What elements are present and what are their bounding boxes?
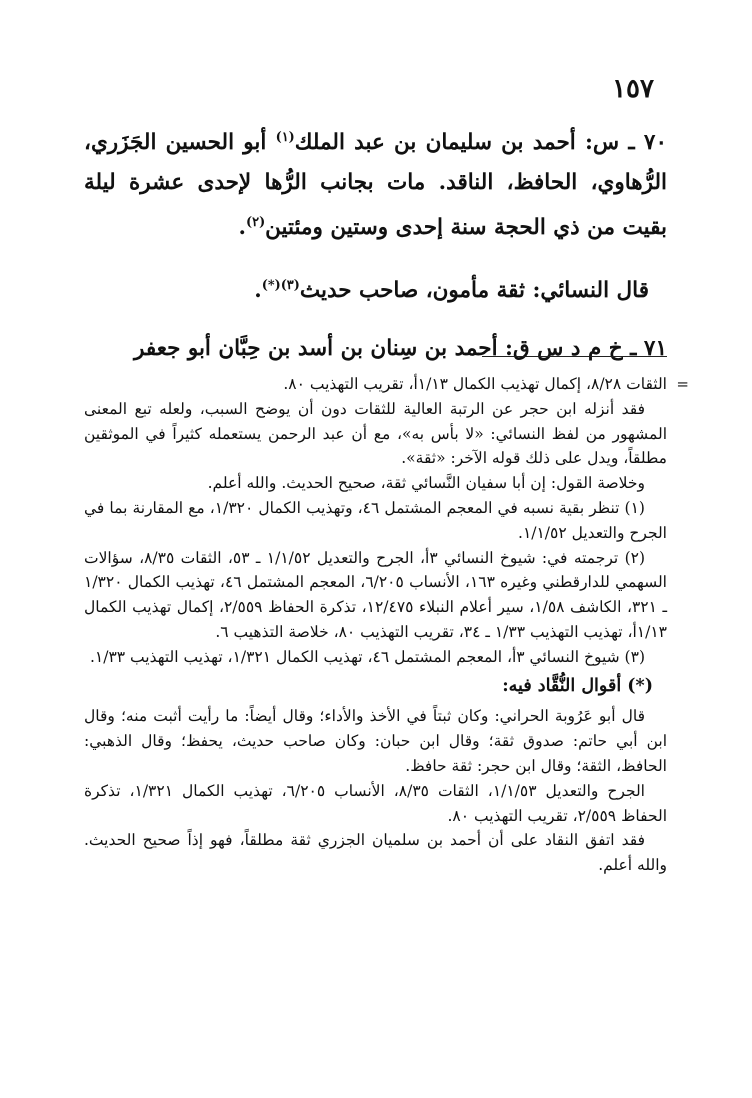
critics-sources: الجرح والتعديل ١/١/٥٣، الثقات ٨/٣٥، الأنساب ٦/٢٠٥، تهذيب الكمال ١/٣٢١، تذكرة الحفاظ ٢/٥٥٩، تقريب التهذيب ٨٠. bbox=[84, 781, 667, 825]
entry-70-body: أبو الحسين الجَزَري، الرُّهاوي، الحافظ، الناقد. مات بجانب الرُّها لإحدى عشرة ليلة بقيت من ذي الحجة سنة إحدى وستين ومئتين bbox=[84, 130, 667, 241]
footnote-2: (٢) ترجمته في: شيوخ النسائي ٣أ، الجرح والتعديل ١/١/٥٢ ـ ٥٣، الثقات ٨/٣٥، سؤالات السهمي للدارقطني وغيره ١٦٣، الأنساب ٦/٢٠٥، المعجم المشتمل ٤٦، تهذيب الكمال ١/٣٢٠ ـ ٣٢١، الكاشف ١/٥٨، سير أعلام النبلاء ١٢/٤٧٥، تذكرة الحفاظ ٢/٥٥٩، إكمال تهذيب الكمال ١/١٣أ، تهذيب التهذيب ١/٣٣ ـ ٣٤، تقريب التهذيب ٨٠، خلاصة التذهيب ٦. bbox=[84, 548, 668, 641]
footnote-divider bbox=[482, 356, 667, 357]
nasai-quote bbox=[84, 266, 667, 311]
footnote-ref-2: (٢) bbox=[246, 215, 266, 231]
footnotes bbox=[84, 372, 689, 878]
critics-conclusion: فقد اتفق النقاد على أن أحمد بن سلميان الجزري ثقة مطلقاً، فهو إذاً صحيح الحديث. والله أعلم. bbox=[84, 831, 667, 875]
footnote-3: (٣) شيوخ النسائي ٣أ، المعجم المشتمل ٤٦، تهذيب الكمال ١/٣٢١، تهذيب التهذيب ١/٣٣. bbox=[89, 647, 645, 666]
note-continuation-comment: فقد أنزله ابن حجر عن الرتبة العالية للثقات دون أن يوضح السبب، ولعله تبع المعنى المشهور من لفظ النسائي: «لا بأس به»، مع أن عبد الرحمن يستعمله كثيراً في الموثقين مطلقاً، ويدل على ذلك قوله الآخر: «ثقة». bbox=[84, 399, 667, 468]
note-continuation-summary: وخلاصة القول: إن أبا سفيان النَّسائي ثقة، صحيح الحديث. والله أعلم. bbox=[207, 474, 645, 493]
entry-70 bbox=[84, 118, 667, 248]
main-text bbox=[84, 118, 667, 369]
note-continuation-refs: الثقات ٨/٢٨، إكمال تهذيب الكمال ١/١٣أ، تقريب التهذيب ٨٠. bbox=[283, 375, 667, 393]
footnote-ref-1: (١) bbox=[275, 130, 295, 145]
note-continuation bbox=[84, 372, 689, 397]
continuation-mark: = bbox=[676, 375, 689, 393]
nasai-quote-end: . bbox=[254, 278, 262, 304]
page-number: ١٥٧ bbox=[612, 74, 654, 104]
critics-quotes: قال أبو عَرُوبة الحراني: وكان ثبتاً في الأخذ والأداء؛ وقال أيضاً: ما رأيت أثبت منه؛ وقال ابن أبي حاتم: صدوق ثقة؛ وقال ابن حبان: وكان صاحب حديث، يحفظ؛ وقال الذهبي: الحافظ، الثقة؛ وقال ابن حجر: ثقة حافظ. bbox=[84, 707, 667, 775]
nasai-quote-text: قال النسائي: ثقة مأمون، صاحب حديث bbox=[299, 278, 649, 304]
footnote-ref-3: (٣)(*) bbox=[261, 278, 300, 294]
footnote-1: (١) تنظر بقية نسبه في المعجم المشتمل ٤٦، وتهذيب الكمال ١/٣٢٠، مع المقارنة بما في الجرح والتعديل ١/١/٥٢. bbox=[84, 498, 667, 542]
entry-70-end: . bbox=[238, 215, 247, 241]
entry-71: ٧١ ـ خ م د س ق: أحمد بن سِنان بن أسد بن حِبَّان أبو جعفر bbox=[133, 336, 667, 362]
critics-heading: (*) أقوال النُّقَّاد فيه: bbox=[502, 675, 653, 696]
entry-70-head: ٧٠ ـ س: أحمد بن سليمان بن عبد الملك bbox=[294, 130, 667, 156]
